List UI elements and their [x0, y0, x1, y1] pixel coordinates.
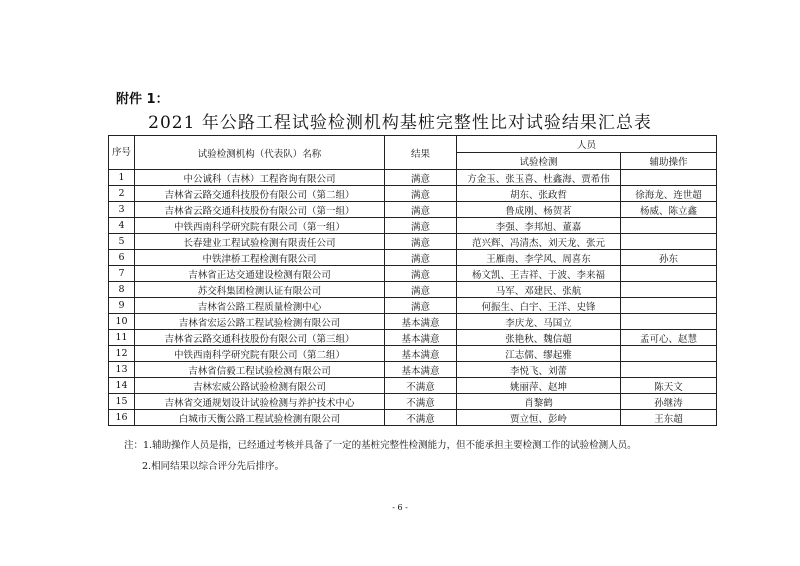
header-org: 试验检测机构（代表队）名称: [135, 136, 385, 170]
row-tester: 张艳秋、魏信超: [457, 330, 621, 346]
table-row: [109, 314, 717, 330]
row-org: 中铁西南科学研究院有限公司（第一组）: [135, 218, 385, 234]
row-assistant: [621, 266, 717, 282]
row-assistant: [621, 362, 717, 378]
row-seq: 2: [109, 186, 135, 202]
notes: [124, 435, 637, 477]
row-result: 满意: [385, 170, 457, 186]
row-org: 吉林省云路交通科技股份有限公司（第三组）: [135, 330, 385, 346]
row-assistant: [621, 346, 717, 362]
row-assistant: 王东超: [621, 410, 717, 426]
row-tester: 鲁成刚、杨贺茗: [457, 202, 621, 218]
table-row: [109, 282, 717, 298]
row-seq: 13: [109, 362, 135, 378]
table-row: [109, 250, 717, 266]
header-result: 结果: [385, 136, 457, 170]
row-result: 满意: [385, 282, 457, 298]
note-2: 2.相同结果以综合评分先后排序。: [142, 461, 285, 472]
page-number: - 6 -: [392, 503, 408, 512]
row-seq: 4: [109, 218, 135, 234]
row-seq: 14: [109, 378, 135, 394]
row-assistant: [621, 282, 717, 298]
page-title: 2021 年公路工程试验检测机构基桩完整性比对试验结果汇总表: [148, 113, 652, 133]
row-tester: 肖黎鹤: [457, 394, 621, 410]
row-assistant: [621, 314, 717, 330]
row-seq: 12: [109, 346, 135, 362]
row-tester: 王雁南、李学风、周喜东: [457, 250, 621, 266]
table-row: [109, 330, 717, 346]
row-seq: 11: [109, 330, 135, 346]
attachment-label: 附件 1：: [116, 92, 169, 107]
row-assistant: 杨威、陈立鑫: [621, 202, 717, 218]
table-row: [109, 218, 717, 234]
note-1: 注：1.辅助操作人员是指，已经通过考核并具备了一定的基桩完整性检测能力，但不能承担主要检测工作的试验检测人员。: [124, 440, 637, 451]
table-row: [109, 202, 717, 218]
row-assistant: 陈天文: [621, 378, 717, 394]
row-result: 满意: [385, 186, 457, 202]
header-seq: 序号: [109, 136, 135, 170]
row-seq: 5: [109, 234, 135, 250]
row-assistant: [621, 234, 717, 250]
table-row: [109, 378, 717, 394]
row-seq: 7: [109, 266, 135, 282]
row-org: 苏交科集团检测认证有限公司: [135, 282, 385, 298]
row-org: 吉林省公路工程质量检测中心: [135, 298, 385, 314]
row-tester: 贾立恒、彭岭: [457, 410, 621, 426]
row-result: 基本满意: [385, 362, 457, 378]
header-tester: 试验检测: [457, 153, 621, 170]
table-row: [109, 346, 717, 362]
table-row: [109, 394, 717, 410]
header-personnel: 人员: [457, 136, 717, 153]
row-result: 满意: [385, 250, 457, 266]
row-assistant: 孙东: [621, 250, 717, 266]
row-tester: 范兴辉、冯清杰、刘天龙、张元: [457, 234, 621, 250]
row-assistant: [621, 170, 717, 186]
table-row: [109, 234, 717, 250]
row-org: 白城市天衡公路工程试验检测有限公司: [135, 410, 385, 426]
row-result: 基本满意: [385, 314, 457, 330]
row-seq: 15: [109, 394, 135, 410]
row-result: 满意: [385, 298, 457, 314]
row-tester: 何振生、白宇、王洋、史锋: [457, 298, 621, 314]
row-result: 基本满意: [385, 346, 457, 362]
row-seq: 1: [109, 170, 135, 186]
row-tester: 方金玉、张玉喜、杜鑫海、贾希伟: [457, 170, 621, 186]
row-org: 吉林宏威公路试验检测有限公司: [135, 378, 385, 394]
row-seq: 10: [109, 314, 135, 330]
row-result: 基本满意: [385, 330, 457, 346]
row-seq: 9: [109, 298, 135, 314]
results-table: [108, 135, 717, 426]
row-tester: 李悦飞、刘蕾: [457, 362, 621, 378]
row-tester: 马军、邓建民、张航: [457, 282, 621, 298]
row-assistant: 徐海龙、连世超: [621, 186, 717, 202]
row-assistant: [621, 218, 717, 234]
row-tester: 李强、李邦旭、董嘉: [457, 218, 621, 234]
row-seq: 8: [109, 282, 135, 298]
table-row: [109, 266, 717, 282]
table-row: [109, 186, 717, 202]
row-result: 满意: [385, 266, 457, 282]
table-row: [109, 362, 717, 378]
row-result: 满意: [385, 234, 457, 250]
row-org: 吉林省交通规划设计试验检测与养护技术中心: [135, 394, 385, 410]
row-tester: 杨文凯、王吉祥、于波、李来福: [457, 266, 621, 282]
row-org: 吉林省云路交通科技股份有限公司（第二组）: [135, 186, 385, 202]
header-assistant: 辅助操作: [621, 153, 717, 170]
row-assistant: [621, 298, 717, 314]
row-org: 中公诚科（吉林）工程咨询有限公司: [135, 170, 385, 186]
row-seq: 3: [109, 202, 135, 218]
row-org: 吉林省宏运公路工程试验检测有限公司: [135, 314, 385, 330]
row-org: 中铁津桥工程检测有限公司: [135, 250, 385, 266]
table-row: [109, 410, 717, 426]
row-tester: 江志儒、缪起雅: [457, 346, 621, 362]
row-assistant: 孙继涛: [621, 394, 717, 410]
row-tester: 李庆龙、马国立: [457, 314, 621, 330]
row-org: 长春建业工程试验检测有限责任公司: [135, 234, 385, 250]
row-org: 吉林省云路交通科技股份有限公司（第一组）: [135, 202, 385, 218]
row-result: 满意: [385, 202, 457, 218]
row-result: 不满意: [385, 378, 457, 394]
row-assistant: 孟可心、赵慧: [621, 330, 717, 346]
row-org: 中铁西南科学研究院有限公司（第二组）: [135, 346, 385, 362]
table-row: [109, 298, 717, 314]
table-row: [109, 170, 717, 186]
row-org: 吉林省信毅工程试验检测有限公司: [135, 362, 385, 378]
row-result: 满意: [385, 218, 457, 234]
row-result: 不满意: [385, 394, 457, 410]
row-tester: 胡东、张政哲: [457, 186, 621, 202]
row-tester: 姚丽萍、赵坤: [457, 378, 621, 394]
row-org: 吉林省正达交通建设检测有限公司: [135, 266, 385, 282]
row-seq: 16: [109, 410, 135, 426]
row-seq: 6: [109, 250, 135, 266]
row-result: 不满意: [385, 410, 457, 426]
